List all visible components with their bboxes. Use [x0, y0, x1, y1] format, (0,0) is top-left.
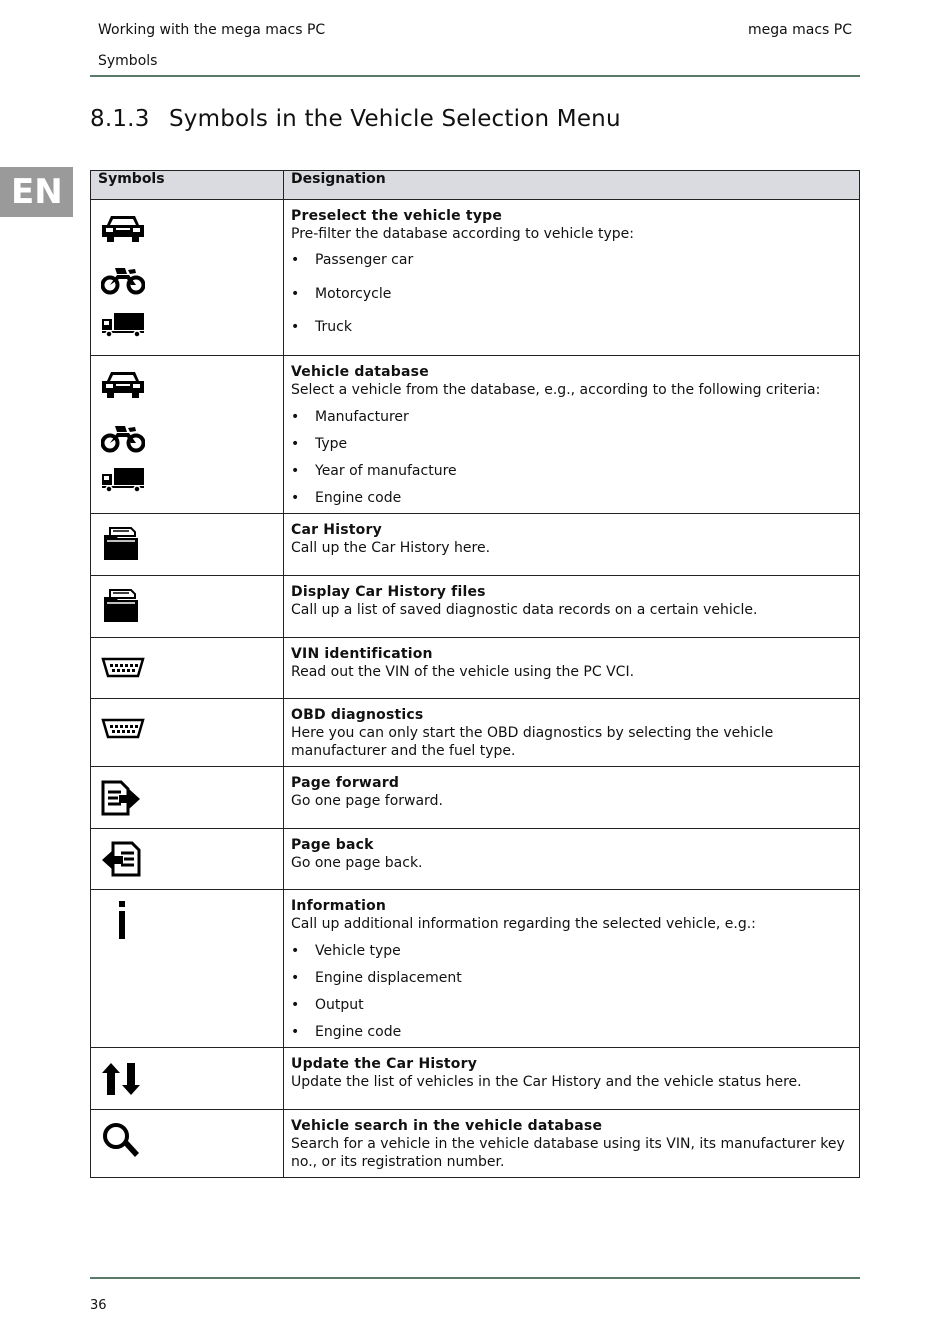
page-back-icon: [101, 841, 141, 877]
car-icon: [101, 369, 145, 401]
truck-icon: [101, 312, 145, 338]
symbol-name: Vehicle search in the vehicle database: [291, 1118, 603, 1134]
language-tab: EN: [0, 167, 73, 217]
symbol-cell: [91, 576, 284, 638]
table-row: [91, 699, 860, 767]
symbol-cell: [91, 200, 284, 356]
table-row: [91, 1110, 860, 1178]
symbol-cell: [91, 699, 284, 767]
criteria-list: [291, 251, 852, 336]
symbol-description: Go one page forward.: [291, 793, 443, 809]
list-item: • Type: [291, 435, 852, 453]
designation-cell: [284, 514, 860, 576]
table-row: [91, 576, 860, 638]
symbol-name: Update the Car History: [291, 1056, 478, 1072]
running-header-title: Working with the mega macs PC: [98, 22, 326, 38]
symbol-cell: [91, 890, 284, 1048]
magnifier-search-icon: [101, 1121, 141, 1161]
designation-cell: [284, 890, 860, 1048]
symbol-name: Vehicle database: [291, 364, 429, 380]
list-item: • Motorcycle: [291, 285, 852, 303]
list-item: • Manufacturer: [291, 408, 852, 426]
symbols-table: [90, 170, 860, 1178]
symbol-cell: [91, 356, 284, 514]
information-icon: [116, 900, 128, 940]
section-title: Symbols in the Vehicle Selection Menu: [169, 106, 621, 132]
page-number: 36: [90, 1298, 107, 1313]
page-forward-icon: [101, 780, 141, 816]
designation-cell: [284, 767, 860, 829]
symbol-description: Search for a vehicle in the vehicle database using its VIN, its manufacturer key no., or its registration number.: [291, 1136, 845, 1170]
car-icon: [101, 213, 145, 245]
symbol-description: Update the list of vehicles in the Car History and the vehicle status here.: [291, 1074, 802, 1090]
table-row: [91, 514, 860, 576]
obd-connector-icon: [101, 657, 145, 679]
symbol-description: Read out the VIN of the vehicle using the PC VCI.: [291, 664, 635, 680]
table-row: [91, 767, 860, 829]
truck-icon: [101, 467, 145, 493]
symbol-name: Information: [291, 898, 387, 914]
symbol-cell: [91, 1110, 284, 1178]
list-item: • Passenger car: [291, 251, 852, 269]
car-history-files-icon: [101, 588, 141, 624]
symbol-description: Call up additional information regarding the selected vehicle, e.g.:: [291, 916, 756, 932]
details-list: [291, 942, 852, 1041]
list-item: • Year of manufacture: [291, 462, 852, 480]
column-header-symbols: Symbols: [91, 171, 284, 200]
column-header-designation: Designation: [284, 171, 860, 200]
section-number: 8.1.3: [90, 106, 150, 132]
header-divider: [90, 75, 860, 77]
designation-cell: [284, 200, 860, 356]
symbol-name: Display Car History files: [291, 584, 486, 600]
list-item: • Truck: [291, 318, 852, 336]
list-item: • Output: [291, 996, 852, 1014]
update-arrows-icon: [101, 1061, 141, 1097]
table-row: [91, 638, 860, 699]
symbol-description: Pre-filter the database according to vehicle type:: [291, 226, 634, 242]
motorcycle-icon: [101, 423, 145, 453]
table-row: [91, 890, 860, 1048]
motorcycle-icon: [101, 265, 145, 295]
symbol-description: Go one page back.: [291, 855, 423, 871]
symbol-name: VIN identification: [291, 646, 433, 662]
symbol-name: Car History: [291, 522, 382, 538]
table-row: [91, 1048, 860, 1110]
symbol-description: Call up a list of saved diagnostic data records on a certain vehicle.: [291, 602, 758, 618]
table-row: [91, 829, 860, 890]
designation-cell: [284, 829, 860, 890]
running-header-subtitle: Symbols: [98, 53, 158, 69]
symbol-cell: [91, 514, 284, 576]
symbol-description: Call up the Car History here.: [291, 540, 491, 556]
symbol-description: Select a vehicle from the database, e.g., according to the following criteria:: [291, 382, 821, 398]
table-row: [91, 200, 860, 356]
section-heading: [90, 106, 621, 132]
designation-cell: [284, 356, 860, 514]
designation-cell: [284, 1048, 860, 1110]
list-item: • Engine code: [291, 1023, 852, 1041]
designation-cell: [284, 576, 860, 638]
symbol-name: Preselect the vehicle type: [291, 208, 503, 224]
running-header-product: mega macs PC: [747, 22, 852, 38]
table-row: [91, 356, 860, 514]
designation-cell: [284, 638, 860, 699]
designation-cell: [284, 1110, 860, 1178]
symbol-name: Page back: [291, 837, 374, 853]
symbol-name: Page forward: [291, 775, 400, 791]
symbol-name: OBD diagnostics: [291, 707, 424, 723]
car-history-folder-icon: [101, 526, 141, 562]
symbol-cell: [91, 767, 284, 829]
designation-cell: [284, 699, 860, 767]
criteria-list: [291, 408, 852, 507]
symbol-description: Here you can only start the OBD diagnostics by selecting the vehicle manufacturer and the fuel type.: [291, 725, 774, 759]
list-item: • Engine displacement: [291, 969, 852, 987]
symbol-cell: [91, 638, 284, 699]
symbol-cell: [91, 829, 284, 890]
symbol-cell: [91, 1048, 284, 1110]
list-item: • Engine code: [291, 489, 852, 507]
list-item: • Vehicle type: [291, 942, 852, 960]
obd-connector-icon: [101, 718, 145, 740]
footer-divider: [90, 1277, 860, 1279]
